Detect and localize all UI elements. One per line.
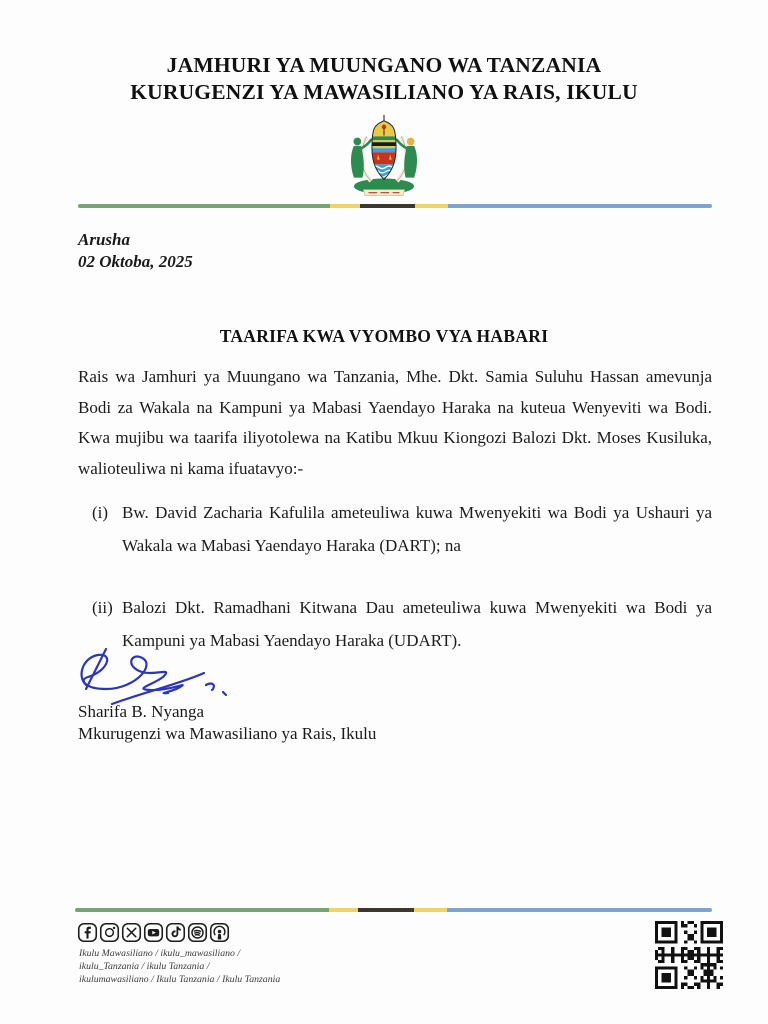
list-item-text: Bw. David Zacharia Kafulila ameteuliwa kuwa Mwenyekiti wa Bodi ya Ushauri ya Wakala wa Mabasi Yaendayo Haraka (DART); na <box>122 503 712 555</box>
list-item-text: Balozi Dkt. Ramadhani Kitwana Dau ameteuliwa kuwa Mwenyekiti wa Bodi ya Kampuni ya Mabasi Yaendayo Haraka (UDART). <box>122 598 712 650</box>
social-icons-row <box>77 922 230 943</box>
divider-yellow-segment <box>415 204 448 208</box>
signer-role: Mkurugenzi wa Mawasiliano ya Rais, Ikulu <box>78 723 377 743</box>
dateline-date: 02 Oktoba, 2025 <box>78 252 193 271</box>
divider-blue-segment <box>448 204 712 208</box>
social-handles-line3: ikulumawasiliano / Ikulu Tanzania / Ikulu Tanzania <box>79 973 281 985</box>
spotify-icon <box>187 922 208 943</box>
divider-green-segment <box>78 204 330 208</box>
document-title: TAARIFA KWA VYOMBO VYA HABARI <box>219 326 549 346</box>
facebook-icon <box>77 922 98 943</box>
dateline-place: Arusha <box>78 230 130 249</box>
list-item <box>92 496 712 562</box>
divider-yellow-segment <box>414 908 447 912</box>
instagram-icon <box>99 922 120 943</box>
social-handles <box>79 948 280 986</box>
tiktok-icon <box>165 922 186 943</box>
podcast-icon <box>209 922 230 943</box>
flag-divider-top <box>78 204 712 208</box>
signer-block <box>78 701 376 744</box>
lead-paragraph: Rais wa Jamhuri ya Muungano wa Tanzania, Mhe. Dkt. Samia Suluhu Hassan amevunja Bodi za Wakala na Kampuni ya Mabasi Yaendayo Haraka na kuteua Wenyeviti wa Bodi. Kwa mujibu wa taarifa iliyotolewa na Katibu Mkuu Kiongozi Balozi Dkt. Moses Kusiluka, walioteuliwa ni kama ifuatavyo:- <box>78 367 712 478</box>
org-title-line2: KURUGENZI YA MAWASILIANO YA RAIS, IKULU <box>130 80 638 104</box>
divider-black-segment <box>360 204 415 208</box>
dateline <box>78 229 193 273</box>
social-handles-line2: ikulu_Tanzania / ikulu Tanzania / <box>79 960 210 972</box>
divider-black-segment <box>358 908 413 912</box>
youtube-icon <box>143 922 164 943</box>
list-item-marker: (ii) <box>92 598 113 617</box>
masthead <box>0 52 768 106</box>
qr-code <box>655 921 723 989</box>
divider-blue-segment <box>447 908 712 912</box>
signer-name: Sharifa B. Nyanga <box>78 702 205 721</box>
divider-green-segment <box>75 908 329 912</box>
list-item-marker: (i) <box>92 503 109 522</box>
divider-yellow-segment <box>329 908 359 912</box>
tanzania-coat-of-arms-icon <box>332 114 436 205</box>
social-handles-line1: Ikulu Mawasiliano / ikulu_mawasiliano / <box>79 948 241 959</box>
x-icon <box>121 922 142 943</box>
flag-divider-bottom <box>75 908 712 912</box>
org-title-line1: JAMHURI YA MUUNGANO WA TANZANIA <box>166 53 602 77</box>
divider-yellow-segment <box>330 204 360 208</box>
